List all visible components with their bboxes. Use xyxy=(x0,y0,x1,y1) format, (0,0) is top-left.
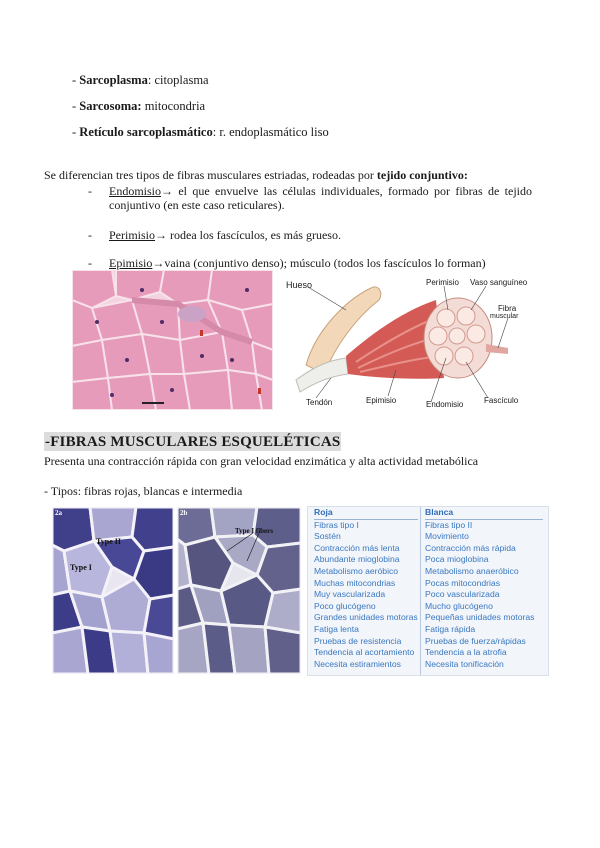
micrograph-2a xyxy=(52,507,174,674)
label-type1: Type I xyxy=(70,563,92,572)
muscle-svg xyxy=(276,270,529,410)
comparison-table xyxy=(307,506,549,676)
term-reticulo: Retículo sarcoplasmático xyxy=(79,125,213,139)
bullet-sarcosoma: - Sarcosoma: mitocondria xyxy=(72,99,206,113)
cell-roja: Muchas mitocondrias xyxy=(314,577,396,588)
term-sarcoplasma: Sarcoplasma xyxy=(79,73,148,87)
cell-blanca: Tendencia a la atrofia xyxy=(425,647,507,658)
muscle-diagram xyxy=(276,270,529,410)
cell-blanca: Fibras tipo II xyxy=(425,519,473,530)
cell-blanca: Necesita tonificación xyxy=(425,658,504,669)
bullet-sarcoplasma: - Sarcoplasma: citoplasma xyxy=(72,73,209,87)
label-tendon: Tendón xyxy=(306,398,333,407)
label-hueso: Hueso xyxy=(286,280,313,290)
header-blanca: Blanca xyxy=(425,507,543,520)
label-type1-fibers: Type I fibers xyxy=(235,527,273,535)
label-vaso: Vaso sanguíneo xyxy=(470,278,528,287)
intro-text: Se diferencian tres tipos de fibras musculares estriadas, rodeadas por tejido conjuntivo: xyxy=(44,168,468,182)
subitem-endomisio: - Endomisio→ el que envuelve las células individuales, formado por fibras de tejido conjuntivo (en este caso reticulares). xyxy=(88,184,532,212)
histology-image xyxy=(72,270,273,410)
label-muscular: muscular xyxy=(490,313,519,320)
cell-roja: Sostén xyxy=(314,531,341,542)
definition: citoplasma xyxy=(151,73,209,87)
column-divider xyxy=(420,507,421,675)
cell-roja: Grandes unidades motoras xyxy=(314,612,418,623)
cell-blanca: Poco vascularizada xyxy=(425,589,500,600)
intro-bold: tejido conjuntivo: xyxy=(376,168,468,182)
cell-roja: Muy vascularizada xyxy=(314,589,386,600)
cell-blanca: Contracción más rápida xyxy=(425,542,516,553)
column-blanca xyxy=(425,507,543,670)
column-roja xyxy=(314,507,418,670)
cell-blanca: Mucho glucógeno xyxy=(425,600,493,611)
label-perimisio: Perimisio xyxy=(426,278,459,287)
bullet-reticulo: - Retículo sarcoplasmático: r. endoplasmático liso xyxy=(72,125,329,139)
cell-blanca: Pruebas de fuerza/rápidas xyxy=(425,635,526,646)
term-endomisio: Endomisio xyxy=(109,184,162,198)
cell-roja: Fatiga lenta xyxy=(314,623,359,634)
label-fasciculo: Fascículo xyxy=(484,396,519,405)
cell-blanca: Pequeñas unidades motoras xyxy=(425,612,535,623)
cell-roja: Necesita estiramientos xyxy=(314,658,401,669)
cell-blanca: Pocas mitocondrias xyxy=(425,577,500,588)
corner-2a: 2a xyxy=(55,509,62,517)
label-fibra: Fibra xyxy=(498,304,517,313)
micrograph-2b xyxy=(177,507,301,674)
label-type2: Type II xyxy=(96,537,121,546)
cell-roja: Abundante mioglobina xyxy=(314,554,400,565)
label-endomisio: Endomisio xyxy=(426,400,464,409)
term-perimisio: Perimisio xyxy=(109,228,156,242)
cell-blanca: Fatiga rápida xyxy=(425,623,476,634)
cell-roja: Contracción más lenta xyxy=(314,542,400,553)
cell-blanca: Metabolismo anaeróbico xyxy=(425,565,519,576)
header-roja: Roja xyxy=(314,507,418,520)
histology-svg xyxy=(72,270,273,410)
subitem-perimisio: - Perimisio→ rodea los fascículos, es más grueso. xyxy=(88,228,341,242)
term-sarcosoma: Sarcosoma: xyxy=(79,99,142,113)
cell-roja: Poco glucógeno xyxy=(314,600,376,611)
term-epimisio: Epimisio xyxy=(109,256,153,270)
subitem-epimisio: - Epimisio→vaina (conjuntivo denso); músculo (todos los fascículos lo forman) xyxy=(88,256,486,270)
types-line: - Tipos: fibras rojas, blancas e intermedia xyxy=(44,484,243,498)
cell-blanca: Movimiento xyxy=(425,531,469,542)
corner-2b: 2b xyxy=(180,509,188,517)
cell-roja: Fibras tipo I xyxy=(314,519,359,530)
micrograph-2a-svg xyxy=(52,507,174,674)
definition: mitocondria xyxy=(141,99,206,113)
label-epimisio: Epimisio xyxy=(366,396,397,405)
cell-roja: Tendencia al acortamiento xyxy=(314,647,415,658)
cell-roja: Metabolismo aeróbico xyxy=(314,565,399,576)
cell-blanca: Poca mioglobina xyxy=(425,554,489,565)
section-title: -FIBRAS MUSCULARES ESQUELÉTICAS xyxy=(45,434,341,450)
section-description: Presenta una contracción rápida con gran velocidad enzimática y alta actividad metabólica xyxy=(44,454,479,468)
cell-roja: Pruebas de resistencia xyxy=(314,635,402,646)
definition: r. endoplasmático liso xyxy=(216,125,329,139)
